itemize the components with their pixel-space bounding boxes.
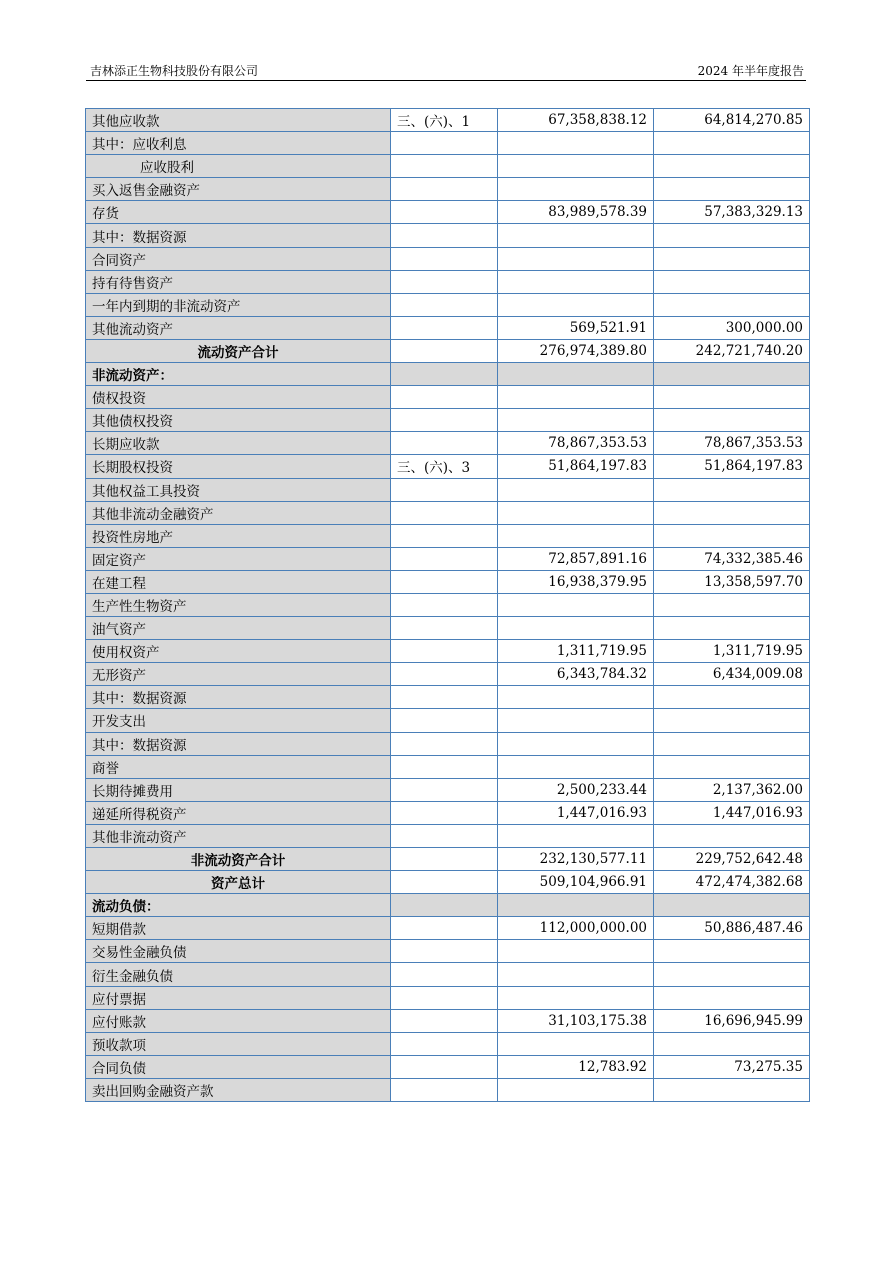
row-note: [391, 478, 498, 501]
row-current-amount: [498, 824, 654, 847]
table-row: [86, 155, 810, 178]
table-row: [86, 917, 810, 940]
row-note: [391, 986, 498, 1009]
table-row: [86, 501, 810, 524]
row-prior-amount: 1,447,016.93: [654, 801, 810, 824]
row-prior-amount: [654, 1032, 810, 1055]
row-current-amount: [498, 617, 654, 640]
row-note: [391, 1032, 498, 1055]
row-item-label: 生产性生物资产: [86, 593, 391, 616]
row-item-label: 递延所得税资产: [86, 801, 391, 824]
table-row: [86, 316, 810, 339]
row-current-amount: [498, 132, 654, 155]
row-current-amount: [498, 732, 654, 755]
row-current-amount: [498, 386, 654, 409]
row-current-amount: 1,447,016.93: [498, 801, 654, 824]
row-prior-amount: [654, 1078, 810, 1101]
row-item-label: 长期股权投资: [86, 455, 391, 478]
table-row: [86, 1032, 810, 1055]
row-note: [391, 570, 498, 593]
row-note: [391, 593, 498, 616]
table-row: [86, 593, 810, 616]
row-prior-amount: 78,867,353.53: [654, 432, 810, 455]
row-item-label: 使用权资产: [86, 640, 391, 663]
row-note: [391, 386, 498, 409]
table-row: [86, 524, 810, 547]
row-note: [391, 524, 498, 547]
row-current-amount: [498, 247, 654, 270]
row-prior-amount: [654, 224, 810, 247]
row-note: [391, 293, 498, 316]
table-row: [86, 963, 810, 986]
row-item-label: 卖出回购金融资产款: [86, 1078, 391, 1101]
row-prior-amount: [654, 894, 810, 917]
row-current-amount: 2,500,233.44: [498, 778, 654, 801]
row-note: [391, 848, 498, 871]
row-prior-amount: 1,311,719.95: [654, 640, 810, 663]
row-current-amount: 78,867,353.53: [498, 432, 654, 455]
row-current-amount: 509,104,966.91: [498, 871, 654, 894]
row-item-label: 合同资产: [86, 247, 391, 270]
row-note: [391, 709, 498, 732]
table-row: [86, 824, 810, 847]
row-item-label: 投资性房地产: [86, 524, 391, 547]
row-prior-amount: [654, 501, 810, 524]
row-note: [391, 801, 498, 824]
row-item-label: 商誉: [86, 755, 391, 778]
row-note: [391, 663, 498, 686]
row-note: [391, 201, 498, 224]
row-item-label: 存货: [86, 201, 391, 224]
row-prior-amount: [654, 409, 810, 432]
row-prior-amount: [654, 155, 810, 178]
row-current-amount: [498, 1078, 654, 1101]
row-item-label: 非流动资产合计: [86, 848, 391, 871]
row-current-amount: [498, 940, 654, 963]
row-note: [391, 940, 498, 963]
row-note: [391, 224, 498, 247]
table-row: [86, 109, 810, 132]
table-row: [86, 432, 810, 455]
row-note: [391, 732, 498, 755]
table-row: [86, 940, 810, 963]
row-note: [391, 640, 498, 663]
row-current-amount: 31,103,175.38: [498, 1009, 654, 1032]
row-item-label: 其他债权投资: [86, 409, 391, 432]
row-note: [391, 132, 498, 155]
row-note: [391, 339, 498, 362]
row-prior-amount: [654, 293, 810, 316]
row-current-amount: 6,343,784.32: [498, 663, 654, 686]
row-prior-amount: 57,383,329.13: [654, 201, 810, 224]
row-prior-amount: [654, 686, 810, 709]
row-prior-amount: 13,358,597.70: [654, 570, 810, 593]
table-row: [86, 1009, 810, 1032]
row-item-label: 债权投资: [86, 386, 391, 409]
row-current-amount: [498, 478, 654, 501]
row-current-amount: 276,974,389.80: [498, 339, 654, 362]
row-note: [391, 824, 498, 847]
row-prior-amount: [654, 478, 810, 501]
report-title: 2024 年半年度报告: [697, 64, 804, 78]
row-prior-amount: 51,864,197.83: [654, 455, 810, 478]
table-row: [86, 339, 810, 362]
row-item-label: 开发支出: [86, 709, 391, 732]
row-prior-amount: [654, 709, 810, 732]
row-prior-amount: 229,752,642.48: [654, 848, 810, 871]
table-row: [86, 686, 810, 709]
row-note: [391, 963, 498, 986]
row-current-amount: 232,130,577.11: [498, 848, 654, 871]
row-current-amount: 72,857,891.16: [498, 547, 654, 570]
table-row: [86, 986, 810, 1009]
row-item-label: 其他权益工具投资: [86, 478, 391, 501]
row-item-label: 预收款项: [86, 1032, 391, 1055]
row-note: [391, 178, 498, 201]
row-note: [391, 894, 498, 917]
row-current-amount: [498, 501, 654, 524]
row-prior-amount: [654, 732, 810, 755]
row-prior-amount: [654, 386, 810, 409]
row-item-label: 资产总计: [86, 871, 391, 894]
balance-sheet-body: [86, 109, 810, 1102]
row-current-amount: 16,938,379.95: [498, 570, 654, 593]
row-current-amount: [498, 755, 654, 778]
row-current-amount: 112,000,000.00: [498, 917, 654, 940]
balance-sheet-table: [85, 108, 810, 1102]
row-prior-amount: 73,275.35: [654, 1055, 810, 1078]
table-row: [86, 640, 810, 663]
row-prior-amount: 472,474,382.68: [654, 871, 810, 894]
row-prior-amount: 300,000.00: [654, 316, 810, 339]
row-prior-amount: [654, 132, 810, 155]
row-current-amount: [498, 270, 654, 293]
row-note: [391, 755, 498, 778]
table-row: [86, 270, 810, 293]
row-prior-amount: [654, 940, 810, 963]
row-current-amount: 83,989,578.39: [498, 201, 654, 224]
row-prior-amount: 6,434,009.08: [654, 663, 810, 686]
row-note: [391, 270, 498, 293]
row-item-label: 衍生金融负债: [86, 963, 391, 986]
row-item-label: 流动资产合计: [86, 339, 391, 362]
row-current-amount: 67,358,838.12: [498, 109, 654, 132]
table-row: [86, 293, 810, 316]
row-current-amount: [498, 524, 654, 547]
table-row: [86, 801, 810, 824]
row-item-label: 非流动资产：: [86, 363, 391, 386]
table-row: [86, 455, 810, 478]
row-prior-amount: 242,721,740.20: [654, 339, 810, 362]
row-current-amount: [498, 178, 654, 201]
row-current-amount: [498, 224, 654, 247]
table-row: [86, 617, 810, 640]
row-prior-amount: [654, 524, 810, 547]
row-item-label: 流动负债：: [86, 894, 391, 917]
table-row: [86, 894, 810, 917]
row-prior-amount: [654, 178, 810, 201]
row-item-label: 应付账款: [86, 1009, 391, 1032]
row-prior-amount: [654, 247, 810, 270]
row-note: 三、(六)、1: [391, 109, 498, 132]
table-row: [86, 848, 810, 871]
row-prior-amount: 50,886,487.46: [654, 917, 810, 940]
row-note: 三、(六)、3: [391, 455, 498, 478]
row-prior-amount: [654, 824, 810, 847]
page-header: [86, 62, 806, 81]
row-item-label: 其中：数据资源: [86, 686, 391, 709]
table-row: [86, 386, 810, 409]
row-prior-amount: 74,332,385.46: [654, 547, 810, 570]
row-prior-amount: [654, 963, 810, 986]
row-prior-amount: [654, 270, 810, 293]
row-current-amount: [498, 963, 654, 986]
row-current-amount: [498, 593, 654, 616]
row-item-label: 持有待售资产: [86, 270, 391, 293]
row-item-label: 合同负债: [86, 1055, 391, 1078]
row-prior-amount: [654, 755, 810, 778]
row-note: [391, 547, 498, 570]
table-row: [86, 247, 810, 270]
row-current-amount: [498, 709, 654, 732]
table-row: [86, 201, 810, 224]
row-current-amount: 1,311,719.95: [498, 640, 654, 663]
row-item-label: 其中：数据资源: [86, 224, 391, 247]
company-name: 吉林添正生物科技股份有限公司: [90, 64, 259, 78]
row-item-label: 无形资产: [86, 663, 391, 686]
row-note: [391, 409, 498, 432]
row-note: [391, 1055, 498, 1078]
row-item-label: 其他非流动金融资产: [86, 501, 391, 524]
row-note: [391, 363, 498, 386]
row-note: [391, 686, 498, 709]
row-item-label: 其他流动资产: [86, 316, 391, 339]
row-prior-amount: [654, 986, 810, 1009]
row-prior-amount: 2,137,362.00: [654, 778, 810, 801]
table-row: [86, 363, 810, 386]
row-current-amount: [498, 155, 654, 178]
row-note: [391, 316, 498, 339]
table-row: [86, 709, 810, 732]
table-row: [86, 570, 810, 593]
table-row: [86, 1055, 810, 1078]
table-row: [86, 224, 810, 247]
table-row: [86, 547, 810, 570]
row-current-amount: [498, 409, 654, 432]
row-note: [391, 247, 498, 270]
table-row: [86, 871, 810, 894]
row-current-amount: [498, 363, 654, 386]
row-item-label: 买入返售金融资产: [86, 178, 391, 201]
row-current-amount: 569,521.91: [498, 316, 654, 339]
row-item-label: 应付票据: [86, 986, 391, 1009]
row-prior-amount: [654, 617, 810, 640]
row-prior-amount: [654, 363, 810, 386]
row-item-label: 其中：应收利息: [86, 132, 391, 155]
row-note: [391, 432, 498, 455]
row-note: [391, 617, 498, 640]
row-item-label: 一年内到期的非流动资产: [86, 293, 391, 316]
row-note: [391, 871, 498, 894]
row-item-label: 其中：数据资源: [86, 732, 391, 755]
row-prior-amount: 64,814,270.85: [654, 109, 810, 132]
row-note: [391, 501, 498, 524]
row-current-amount: 51,864,197.83: [498, 455, 654, 478]
table-row: [86, 178, 810, 201]
row-item-label: 其他应收款: [86, 109, 391, 132]
table-row: [86, 478, 810, 501]
table-row: [86, 732, 810, 755]
row-current-amount: [498, 293, 654, 316]
row-note: [391, 1009, 498, 1032]
table-row: [86, 755, 810, 778]
row-prior-amount: 16,696,945.99: [654, 1009, 810, 1032]
row-prior-amount: [654, 593, 810, 616]
row-item-label: 其他非流动资产: [86, 824, 391, 847]
table-row: [86, 1078, 810, 1101]
row-item-label: 在建工程: [86, 570, 391, 593]
row-note: [391, 917, 498, 940]
row-item-label: 短期借款: [86, 917, 391, 940]
row-item-label: 固定资产: [86, 547, 391, 570]
row-current-amount: [498, 986, 654, 1009]
table-row: [86, 663, 810, 686]
row-current-amount: 12,783.92: [498, 1055, 654, 1078]
row-item-label: 长期待摊费用: [86, 778, 391, 801]
row-item-label: 应收股利: [86, 155, 391, 178]
table-row: [86, 409, 810, 432]
row-note: [391, 155, 498, 178]
table-row: [86, 778, 810, 801]
row-note: [391, 1078, 498, 1101]
row-item-label: 长期应收款: [86, 432, 391, 455]
row-note: [391, 778, 498, 801]
row-current-amount: [498, 894, 654, 917]
row-item-label: 油气资产: [86, 617, 391, 640]
row-current-amount: [498, 1032, 654, 1055]
row-current-amount: [498, 686, 654, 709]
table-row: [86, 132, 810, 155]
row-item-label: 交易性金融负债: [86, 940, 391, 963]
